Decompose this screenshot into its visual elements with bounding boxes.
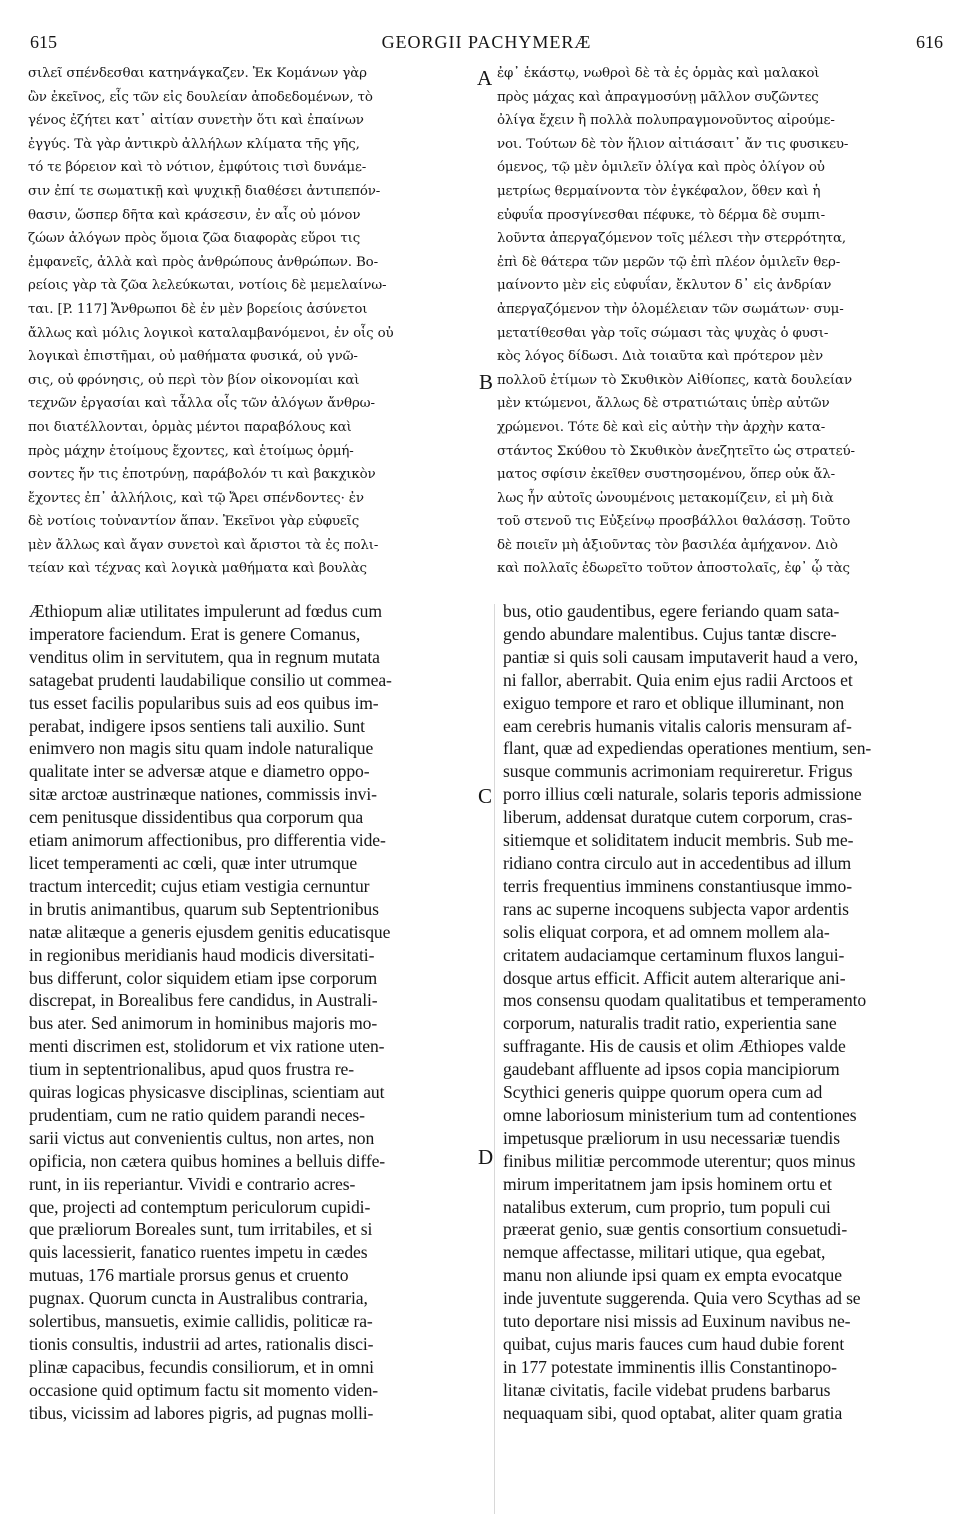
text-line: ζώων ἀλόγων πρὸς ὅμοια ζῶα διαφορὰς εὕροι τις — [28, 231, 361, 247]
text-line: σιλεῖ σπένδεσθαι κατηνάγκαζεν. Ἐκ Κομάνων γὰρ — [28, 66, 367, 81]
text-line: χρώμενοι. Τότε δὲ καὶ εἰς αὐτὴν τὴν ἀρχὴν κατα- — [497, 419, 826, 435]
text-line: nequaquam sibi, quod optabat, aliter quam gratia — [503, 1402, 843, 1423]
text-line: rans ac superne incoquens subjecta vapor ardentis — [503, 898, 849, 919]
text-line: suffragante. His de causis et olim Æthiopes valde — [503, 1036, 846, 1057]
text-line: εὐφυΐα προσγίνεσθαι πέφυκε, τὸ δέρμα δὲ συμπι- — [497, 207, 825, 223]
text-line: μὲν κτώμενοι, ἄλλως δὲ στρατιώταις ὑπὲρ αὐτῶν — [497, 396, 830, 412]
text-line: in brutis animantibus, quarum sub Septentrionibus — [29, 898, 379, 919]
text-line: bus, otio gaudentibus, egere feriando quam sata- — [503, 601, 840, 621]
text-line: pugnax. Quorum cuncta in Australibus contraria, — [29, 1288, 368, 1309]
text-line: quis lacessierit, fanatico ruentes impetu in cædes — [29, 1242, 368, 1263]
text-line: in 177 potestate imminentis illis Constantinopo- — [503, 1356, 837, 1377]
text-line: μαίνοντο μὲν εἰς εὐφυΐαν, ἔκλυτον δ᾽ εἰς ἀνδρίαν — [497, 278, 832, 294]
text-line: ἐγγύς. Τὰ γὰρ ἀντικρὺ ἀλλήλων κλίματα τῆς γῆς, — [28, 136, 360, 152]
text-line: liberum, addensat duratque cutem corporum, cras- — [503, 807, 853, 828]
text-line: τοῦ στενοῦ τις Εὐξείνῳ προσβάλλοι θαλάσσῃ. Τοῦτο — [497, 514, 851, 530]
text-line: plinæ capacibus, fecundis consiliorum, et in omni — [29, 1356, 374, 1377]
text-line: opificia, non cætera quibus homines a belluis diffe- — [29, 1150, 386, 1171]
text-line: bus ater. Sed animorum in hominibus majoris mo- — [29, 1013, 378, 1034]
latin-column-left — [29, 600, 485, 1425]
text-line: γένος ἐζήτει κατ᾽ αἰτίαν συνετὴν ὅτι καὶ ἐπαίνων — [28, 113, 364, 129]
text-line: μετατίθεσθαι γὰρ τοῖς σώμασι τὰς ψυχὰς ὁ φυσι- — [497, 325, 829, 341]
text-line: mos consensu quodam qualitatibus et temperamento — [503, 990, 867, 1011]
text-line: gendo abundare malentibus. Cujus tantæ discre- — [503, 623, 837, 644]
text-line: præerat genio, suæ gentis consortium consuetudi- — [503, 1219, 848, 1240]
text-line: perabat, indigere ipsos sentiens tali auxilio. Sunt — [29, 715, 365, 736]
text-line: corporum, naturalis tradit ratio, experientia sane — [503, 1013, 837, 1034]
text-line: impetusque præliorum in usu necessariæ tuendis — [503, 1127, 840, 1148]
text-line: natalibus exterum, cum proprio, tum populi cui — [503, 1196, 831, 1217]
text-line: enimvero non magis situ quam indole naturalique — [29, 738, 374, 759]
text-line: tium in septentrionalibus, apud quos frustra re- — [29, 1059, 355, 1080]
text-line: ται. [P. 117] Ἄνθρωποι δὲ ἐν μὲν βορείοις ἀσύνετοι — [28, 301, 368, 317]
text-line: finibus militiæ percommode uterentur; quos minus — [503, 1150, 856, 1171]
text-line: eam cerebris humanis vitalis caloris mensuram af- — [503, 715, 852, 736]
text-line: ρείοις γὰρ τὰ ζῶα λελεύκωται, νοτίοις δὲ μεμελαίνω- — [28, 278, 387, 294]
text-line: imperatore faciendum. Erat is genere Comanus, — [29, 623, 361, 644]
text-line: tus esset facilis popularibus suis ad eos quibus im- — [29, 692, 379, 713]
text-line: sitiemque et soliditatem inducit membris. Sub me- — [503, 830, 854, 851]
text-line: que præliorum Boreales sunt, tum irritabiles, et si — [29, 1219, 373, 1240]
text-line: pantiæ si quis soli causam imputaverit haud a vero, — [503, 646, 859, 667]
text-line: quiras logicas physicasve disciplinas, scientiam aut — [29, 1082, 385, 1103]
text-line: qualitate inter se adversæ atque e diametro oppo- — [29, 761, 370, 782]
text-line: ni fallor, aberrabit. Quia enim ejus radii Arctoos et — [503, 669, 853, 690]
greek-column-right — [497, 62, 945, 581]
text-line: λοῦντα ἀπεργαζόμενον τοῖς μέλεσι τὴν στερρότητα, — [497, 231, 847, 247]
text-line: que, projecti ad contemptum periculorum cupidi- — [29, 1196, 371, 1217]
text-line: bus differunt, color siquidem etiam ipse corporum — [29, 967, 378, 988]
text-line: runt, in iis reperiantur. Vividi e contrario acres- — [29, 1173, 356, 1194]
text-line: venditus olim in servitutem, qua in regnum mutata — [29, 646, 380, 667]
text-line: critatem audaciamque certaminum fluxos langui- — [503, 944, 845, 965]
text-line: ὀλίγα ἔχειν ἢ πολλὰ πολυπραγμονοῦντος αἱρούμε- — [497, 113, 835, 129]
text-line: ἄλλως καὶ μόλις λογικοὶ καταλαμβανόμενοι, ἐν οἷς οὐ — [28, 325, 394, 341]
text-line: τό τε βόρειον καὶ τὸ νότιον, ἐμφύτοις τισὶ δυνάμε- — [28, 160, 367, 176]
text-line: exiguo tempore et raro et oblique illuminant, non — [503, 692, 845, 713]
text-line: ἔχοντες ἐπ᾽ ἀλλήλοις, καὶ τῷ Ἄρει σπένδοντες· ἐν — [28, 490, 364, 506]
text-line: μετρίως θερμαίνοντα τὸν ἐγκέφαλον, ὅθεν καὶ ἡ — [497, 183, 821, 199]
text-line: dosque artus efficit. Afficit autem alterarique ani- — [503, 967, 846, 988]
text-line: gaudebant affluente ad ipsos copia mancipiorum — [503, 1059, 840, 1080]
text-line: flant, quæ ad expediendas operationes mentium, sen- — [503, 738, 872, 759]
text-line: quibat, cujus maris fauces cum haud dubie forent — [503, 1334, 845, 1354]
running-title: GEORGII PACHYMERÆ — [381, 32, 592, 52]
text-line: ἐμφανεῖς, ἀλλὰ καὶ πρὸς ἀνθρώπους ἀνθρώπων. Βο- — [28, 254, 378, 270]
section-marker-b: B — [479, 370, 494, 394]
text-line: in regionibus meridianis haud modicis diversitati- — [29, 944, 375, 965]
page-number-left: 615 — [30, 32, 57, 52]
text-line: discrepat, in Borealibus fere candidus, in Australi- — [29, 990, 378, 1011]
text-line: νοι. Τούτων δὲ τὸν ἥλιον αἰτιάσαιτ᾽ ἄν τις φυσικευ- — [497, 136, 849, 152]
text-line: σιν ἐπί τε σωματικῇ καὶ ψυχικῇ διαθέσει ἀντιπεπόν- — [28, 183, 381, 199]
text-line: ἀπεργαζόμενον τὴν ὁλομέλειαν τῶν σωμάτων· συμ- — [497, 301, 844, 317]
text-line: susque communis acrimoniam requireretur. Frigus — [503, 761, 853, 782]
text-line: ἐπὶ δὲ θάτερα τῶν μερῶν τῷ ἐπὶ πλέον ὁμιλεῖν θερ- — [497, 254, 841, 270]
text-line: solertibus, mansuetis, eximie callidis, politicæ ra- — [29, 1311, 373, 1332]
page-header — [30, 32, 943, 56]
text-line: occasione quid optimum factu sit momento viden- — [29, 1379, 379, 1400]
page-number-right: 616 — [916, 32, 943, 52]
text-line: inde juventute suggerenda. Quia vero Scythas ad se — [503, 1288, 861, 1309]
text-line: porro illius cœli naturale, solaris teporis admissione — [503, 784, 862, 805]
text-line: Æthiopum aliæ utilitates impulerunt ad fœdus cum — [29, 601, 382, 621]
text-line: όμενος, τῷ μὲν ὁμιλεῖν ὀλίγα καὶ πρὸς ὀλίγον οὐ — [497, 160, 825, 176]
greek-column-left — [28, 62, 486, 581]
text-line: terris frequentius imminens constantiusque immo- — [503, 875, 852, 896]
text-line: τείαν καὶ τέχνας καὶ λογικὰ μαθήματα καὶ βουλὰς — [28, 561, 367, 577]
text-line: σις, οὐ φρόνησις, οὐ περὶ τὸν βίον οἰκονομίαι καὶ — [28, 372, 360, 388]
text-line: λογικαὶ ἐπιστῆμαι, οὐ μαθήματα φυσικά, οὐ γνῶ- — [28, 349, 358, 365]
text-line: tibus, vicissim ad labores pigris, ad pugnas molli- — [29, 1402, 374, 1423]
text-line: omne laboriosum ministerium tum ad contentiones — [503, 1104, 857, 1125]
text-line: κὸς λόγος δίδωσι. Διὰ τοιαῦτα καὶ πρότερον μὲν — [497, 349, 824, 365]
section-marker-a: A — [477, 66, 493, 90]
text-line: δὲ νοτίοις τοὐναντίον ἅπαν. Ἐκεῖνοι γὰρ εὐφυεῖς — [28, 514, 360, 530]
text-line: prudentiam, cum ne ratio quidem parandi neces- — [29, 1104, 365, 1125]
text-line: Scythici generis quippe quorum opera cum ad — [503, 1082, 823, 1103]
text-line: licet temperamenti ac cœli, quæ inter utrumque — [29, 852, 358, 873]
text-line: σοντες ἤν τις ἐποτρύνῃ, παράβολόν τι καὶ βακχικὸν — [28, 467, 376, 483]
text-line: πρὸς μάχην ἑτοίμους ἔχοντες, καὶ ἑτοίμως ὁρμή- — [28, 443, 354, 459]
text-line: τεχνῶν ἐργασίαι καὶ τἆλλα οἷς τῶν ἀλόγων ἄνθρω- — [28, 396, 375, 412]
latin-column-right — [503, 600, 944, 1425]
text-line: ἐφ᾽ ἑκάστῳ, νωθροὶ δὲ τὰ ἐς ὁρμὰς καὶ μαλακοὶ — [497, 66, 820, 81]
text-line: καὶ πολλαῖς ἐδωρεῖτο τοῦτον ἀποστολαῖς, ἐφ᾽ ᾧ τὰς — [497, 561, 850, 577]
text-line: ὢν ἐκεῖνος, εἷς τῶν εἰς δουλείαν ἀποδεδομένων, τὸ — [28, 89, 373, 105]
text-line: στάντος Σκύθου τὸ Σκυθικὸν ἀνεζητεῖτο ὡς στρατεύ- — [497, 443, 855, 459]
text-line: litanæ civitatis, facile videbat prudens barbarus — [503, 1379, 831, 1400]
text-line: πολλοῦ ἐτίμων τὸ Σκυθικὸν Αἰθίοπες, κατὰ δουλείαν — [497, 372, 852, 388]
text-line: tractum intercedit; cujus etiam vestigia cernuntur — [29, 875, 370, 896]
text-line: πρὸς μάχας καὶ ἀπραγμοσύνῃ μᾶλλον συζῶντες — [497, 89, 819, 105]
text-line: ridiano contra circulo aut in accedentibus ad illum — [503, 852, 852, 873]
text-line: solis eliquat corpora, et ad omnem mollem ala- — [503, 921, 830, 942]
section-marker-c: C — [478, 784, 493, 808]
text-line: natæ alitæque a generis ejusdem genitis educatisque — [29, 921, 391, 942]
text-line: μὲν ἄλλως καὶ ἄγαν συνετοὶ καὶ ἄριστοι τὰ ἐς πολι- — [28, 537, 379, 553]
text-line: satagebat prudenti laudabilique consilio ut commea- — [29, 669, 392, 690]
text-line: mutuas, 176 martiale prorsus genus et cruento — [29, 1265, 349, 1286]
text-line: manu non aliunde ipsi quam ex empta evocatque — [503, 1265, 842, 1286]
text-line: etiam animorum affectionibus, pro differentia vide- — [29, 830, 386, 851]
text-line: menti discrimen est, stolidorum et vix ratione uten- — [29, 1036, 385, 1057]
column-divider — [494, 604, 495, 1514]
text-line: sitæ arctoæ austrinæque nationes, commissis invi- — [29, 784, 377, 805]
text-line: θασιν, ὥσπερ δῆτα καὶ κράσεσιν, ἐν αἷς οὐ μόνον — [28, 207, 361, 223]
text-line: mirum imperitatnem jam ipsis hominem ortu et — [503, 1173, 832, 1194]
text-line: δὲ ποιεῖν μὴ ἀξιοῦντας τὸν βασιλέα ἀμήχανον. Διὸ — [497, 537, 838, 553]
text-line: nemque affectasse, militari utique, qua egebat, — [503, 1242, 826, 1263]
text-line: tionis consultis, industrii ad artes, rationalis disci- — [29, 1334, 374, 1354]
text-line: tuto deportare nisi missis ad Euxinum navibus ne- — [503, 1311, 851, 1332]
text-line: λως ἦν αὐτοῖς ὠνουμένοις μετακομίζειν, εἰ μὴ διὰ — [497, 490, 834, 506]
text-line: cem penitusque dissidentibus qua corporum qua — [29, 807, 364, 828]
section-marker-d: D — [478, 1145, 494, 1169]
text-line: sarii victus aut convenientis cultus, non artes, non — [29, 1127, 375, 1148]
text-line: ποι διατέλλονται, ὁρμὰς μέντοι παραβόλους καὶ — [28, 419, 352, 435]
text-line: ματος σφίσιν ἐκεῖθεν συστησομένου, ὅπερ οὐκ ἄλ- — [497, 467, 835, 483]
